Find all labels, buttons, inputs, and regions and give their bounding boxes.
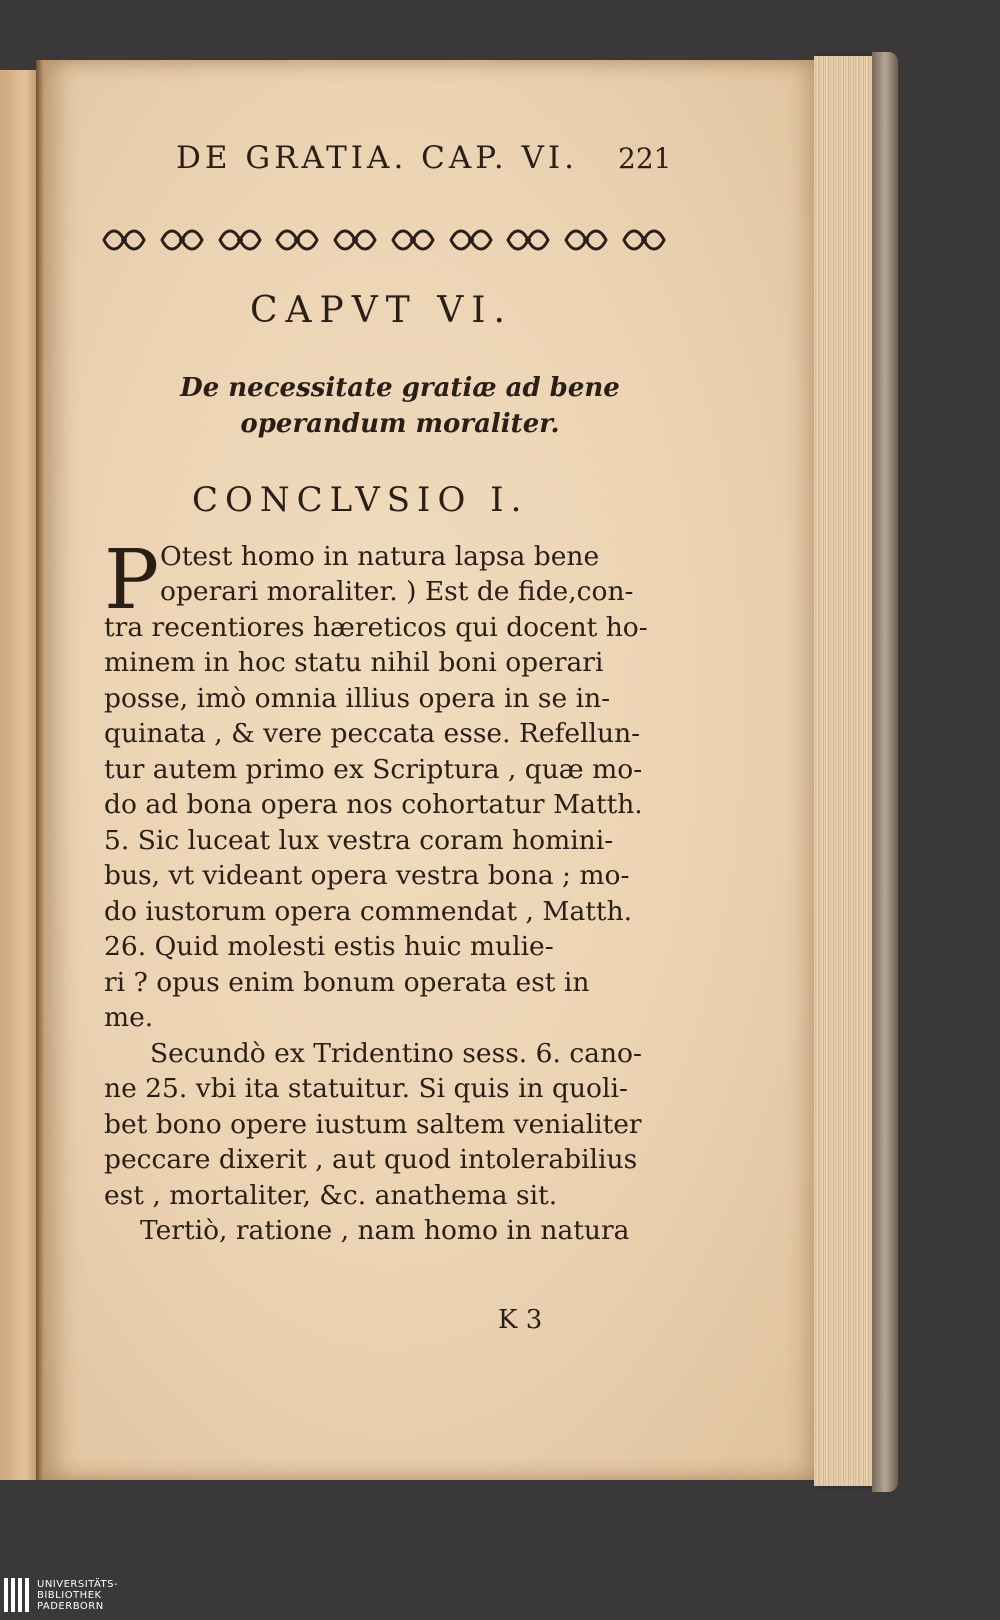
chapter-subtitle: De necessitate gratiæ ad bene operandum moraliter. [180,373,620,439]
text-line: peccare dixerit , aut quod intolerabilius [104,1144,638,1175]
text-line: est , mortaliter, &c. anathema sit. [104,1180,558,1211]
library-name-line: PADERBORN [37,1600,104,1612]
text-line: do iustorum opera commendat , Matth. [104,896,633,927]
text-line: Secundò ex Tridentino sess. 6. cano- [150,1038,642,1069]
ornament-icon [562,226,610,254]
running-head: DE GRATIA. CAP. VI. [176,140,579,176]
text-line: bet bono opere iustum saltem venialiter [104,1109,642,1140]
ornament-icon [389,226,437,254]
text-line: Tertiò, ratione , nam homo in natura [140,1215,630,1246]
ornament-icon [447,226,495,254]
text-line: tra recentiores hæreticos qui docent ho- [104,612,648,643]
library-logo [4,1578,118,1612]
ornament-icon [331,226,379,254]
text-line: operari moraliter. ) Est de fide,con- [160,576,634,607]
text-line: posse, imò omnia illius opera in se in- [104,683,611,714]
text-line: quinata , & vere peccata esse. Refellun- [104,718,641,749]
text-line: do ad bona opera nos cohortatur Matth. [104,789,643,820]
text-line: 26. Quid molesti estis huic mulie- [104,931,554,962]
ornament-band [100,222,668,258]
ornament-icon [620,226,668,254]
ornament-icon [504,226,552,254]
chapter-title: CAPVT VI. [250,290,513,331]
ornament-icon [273,226,321,254]
logo-bars-icon [4,1578,29,1612]
page-number: 221 [618,142,672,175]
ornament-icon [158,226,206,254]
drop-cap: P [104,533,160,628]
text-line: Otest homo in natura lapsa bene [160,541,600,572]
text-line: minem in hoc statu nihil boni operari [104,647,604,678]
library-name [37,1579,118,1612]
text-line: tur autem primo ex Scriptura , quæ mo- [104,754,643,785]
conclusio-heading: CONCLVSIO I. [192,480,529,520]
ornament-icon [100,226,148,254]
catchword: K 3 [498,1305,543,1335]
text-line: ne 25. vbi ita statuitur. Si quis in quoli- [104,1073,628,1104]
library-name-line: BIBLIOTHEK [37,1589,102,1601]
text-line: bus, vt videant opera vestra bona ; mo- [104,860,630,891]
library-name-line: UNIVERSITÄTS- [37,1578,119,1590]
text-line: ri ? opus enim bonum operata est in [104,967,590,998]
text-line: me. [104,1002,154,1033]
ornament-icon [216,226,264,254]
text-line: 5. Sic luceat lux vestra coram homini- [104,825,614,856]
